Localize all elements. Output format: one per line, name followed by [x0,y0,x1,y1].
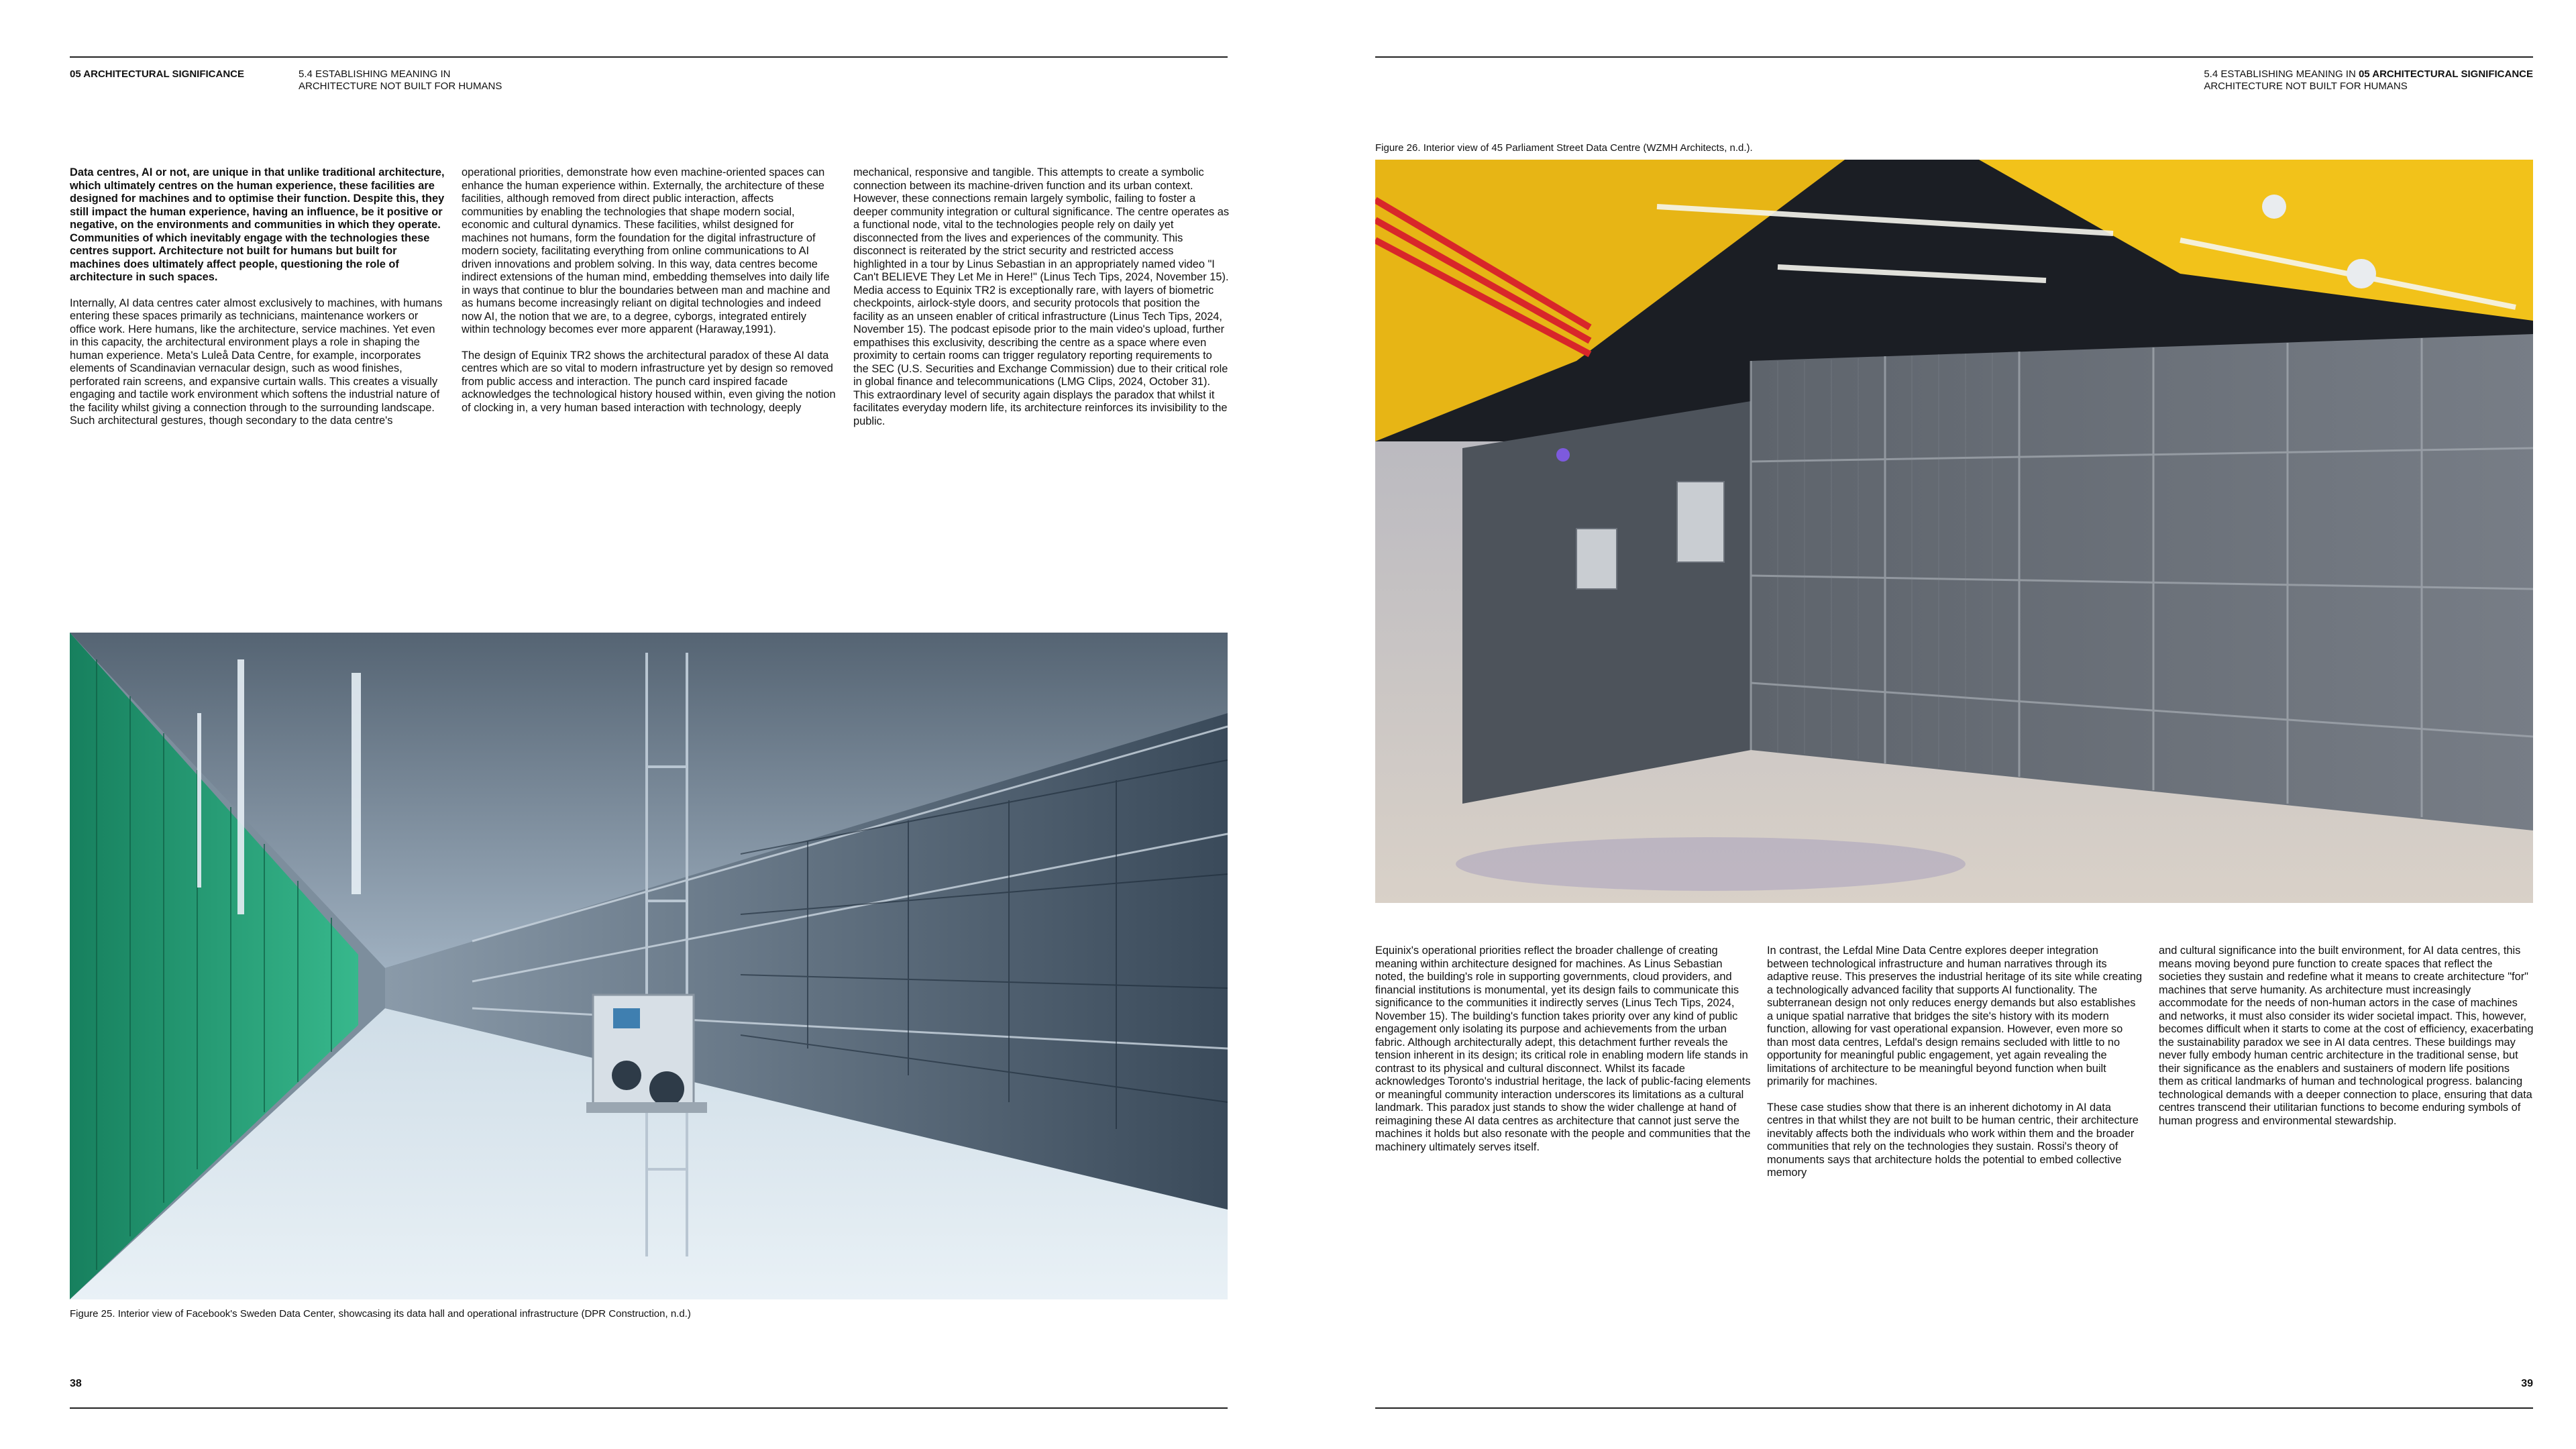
text-column-2 [1767,945,2143,1193]
header-section: 05 ARCHITECTURAL SIGNIFICANCE [2358,68,2533,80]
page-number: 39 [2521,1378,2533,1389]
header-rule [1375,56,2533,58]
body-paragraph: Equinix's operational priorities reflect the broader challenge of creating meaning within architecture designed for machines. As Linus Sebastian noted, the building's role in supporting governments, cloud providers, and financial institutions is monumental, yet its design fails to communicate this significance to the communities it indirectly serves (Linus Tech Tips, 2024, November 15). The building's function takes priority over any kind of public engagement only isolating its purpose and achievements from the urban fabric. Although architecturally adept, this detachment further reveals the tension inherent in its design; its critical role in enabling modern life stands in contrast to its physical and cultural disconnect. Whilst its facade acknowledges Toronto's industrial heritage, the lack of public-facing elements or meaningful community interaction underscores its limitations as a cultural landmark. This paradox just stands to show the wider challenge at hand of reimagining these AI data centres as architecture that cannot just serve the machines it holds but also resonate with the people and communities that the machinery ultimately serves itself. [1375,945,1751,1153]
body-paragraph: operational priorities, demonstrate how even machine-oriented spaces can enhance the human experience within. Externally, the architecture of these facilities, although removed from direct public interaction, affects communities by enabling the technologies that shape modern social, economic and cultural dynamics. These facilities, whilst designed for machines not humans, form the foundation for the digital infrastructure of modern society, facilitating everything from online communications to AI driven innovations and problem solving. In this way, data centres become indirect extensions of the human mind, embedding themselves into daily life in ways that continue to blur the boundaries between man and machine and as humans become increasingly reliant on digital technologies and indeed now AI, the notion that we are, to a degree, cyborgs, integrated entirely within technology becomes ever more apparent (Haraway,1991). [462,166,830,335]
body-paragraph: mechanical, responsive and tangible. This attempts to create a symbolic connection between its machine-driven function and its urban context. However, these connections remain largely symbolic, failing to foster a deeper community integration or cultural significance. The centre operates as a functional node, vital to the technologies people rely on daily yet disconnected from the lives and experiences of the community. This disconnect is reiterated by the strict security and restricted access highlighted in a tour by Linus Sebastian in an appropriately named video "I Can't BELIEVE They Let Me in Here!" (Linus Tech Tips, 2024, November 15). Media access to Equinix TR2 is exceptionally rare, with layers of biometric checkpoints, airlock-style doors, and security protocols that position the facility as an unseen enabler of critical infrastructure (Linus Tech Tips, 2024, November 15). The podcast episode prior to the main video's upload, further empathises this exclusivity, describing the centre as a space where even proximity to certain rooms can trigger regulatory reporting requirements to the SEC (U.S. Securities and Exchange Commission) due to their critical role in global finance and telecommunications (LMG Clips, 2024, October 31). This extraordinary level of security again displays the paradox that whilst it facilitates everyday modern life, its architecture reinforces its invisibility to the public. [853,166,1230,427]
text-column-3 [853,166,1229,441]
header-rule [70,56,1228,58]
text-column-1 [70,166,445,441]
body-paragraph: The design of Equinix TR2 shows the architectural paradox of these AI data centres which are so vital to modern infrastructure yet by design so removed from public access and interaction. The punch card inspired facade acknowledges the technological history housed within, even giving the notion of clocking in, a very human based interaction with technology, deeply [462,349,836,414]
right-page [1288,0,2576,1449]
body-paragraph: These case studies show that there is an inherent dichotomy in AI data centres in that whilst they are not built to be human centric, their architecture inevitably affects both the individuals who work within them and the broader communities that rely on the technologies they sustain. Rossi's theory of monuments says that architecture holds the potential to embed collective memory [1767,1101,2139,1179]
text-column-1 [1375,945,1751,1167]
header-subsection-line2: ARCHITECTURE NOT BUILT FOR HUMANS [2204,80,2408,92]
body-paragraph: and cultural significance into the built environment, for AI data centres, this means moving beyond pure function to create spaces that reflect the societies they sustain and redefine what it means to create architecture "for" machines that serve humanity. As architecture must increasingly accommodate for the needs of non-human actors in the case of machines and networks, it must also consider its wider societal impact. This, however, becomes difficult when it starts to come at the cost of efficiency, exacerbating the sustainability paradox we see in AI data centres. These buildings may never fully embody human centric architecture in the traditional sense, but their significance as the enablers and sustainers of modern life positions them as critical landmarks of human and technological progress. balancing technological demands with a deeper connection to place, ensuring that data centres transcend their utilitarian functions to become enduring symbols of human progress and environmental stewardship. [2159,945,2534,1127]
header-subsection-line1: 5.4 ESTABLISHING MEANING IN [299,68,451,80]
lead-paragraph: Data centres, AI or not, are unique in that unlike traditional architecture, which ultimately centres on the human experience, these facilities are designed for machines and to optimise their function. Despite this, they still impact the human experience, having an influence, be it positive or negative, on the environments and communities in which they operate. Communities of which inevitably engage with the technologies these centres support. Architecture not built for humans but built for machines does ultimately affect people, questioning the role of architecture in such spaces. [70,166,445,283]
header-section: 05 ARCHITECTURAL SIGNIFICANCE [70,68,245,80]
footer-rule [1375,1407,2533,1409]
figure-25-caption: Figure 25. Interior view of Facebook's Sweden Data Center, showcasing its data hall and operational infrastructure (DPR Construction, n.d.) [70,1308,691,1320]
figure-25-photo [70,633,1228,1299]
running-header [70,68,244,80]
text-column-2 [462,166,837,427]
page-number: 38 [70,1378,82,1389]
figure-26-caption: Figure 26. Interior view of 45 Parliament Street Data Centre (WZMH Architects, n.d.). [1375,142,1753,154]
header-subsection-line2-wrap [2204,80,2533,93]
body-paragraph: In contrast, the Lefdal Mine Data Centre explores deeper integration between technological infrastructure and human narratives through its adaptive reuse. This preserves the industrial heritage of its site while creating a technologically advanced facility that supports AI functionality. The subterranean design not only reduces energy demands but also establishes a unique spatial narrative that bridges the site's history with its modern function, allowing for vast operational expansion. However, even more so than most data centres, Lefdal's design remains secluded with little to no opportunity for meaningful public engagement, yet again revealing the limitations of architecture to be meaningful beyond function when built primarily for machines. [1767,945,2143,1087]
body-paragraph: Internally, AI data centres cater almost exclusively to machines, with humans entering these spaces primarily as technicians, maintenance workers or office work. Here humans, like the architecture, service machines. Yet even in this capacity, the architectural environment plays a role in shaping the human experience. Meta's Luleå Data Centre, for example, incorporates elements of Scandinavian vernacular design, such as wood finishes, perforated rain screens, and expansive curtain walls. This creates a visually engaging and tactile work environment which softens the industrial nature of the facility whilst giving a connection through to the surrounding landscape. Such architectural gestures, though secondary to the data centre's [70,297,443,427]
running-header [2204,68,2533,93]
footer-rule [70,1407,1228,1409]
header-subsection-line2: ARCHITECTURE NOT BUILT FOR HUMANS [299,80,502,92]
header-subsection-line1: 5.4 ESTABLISHING MEANING IN [2204,68,2356,80]
running-subheader [299,68,502,93]
figure-26-photo [1375,160,2533,903]
text-column-3 [2159,945,2534,1140]
